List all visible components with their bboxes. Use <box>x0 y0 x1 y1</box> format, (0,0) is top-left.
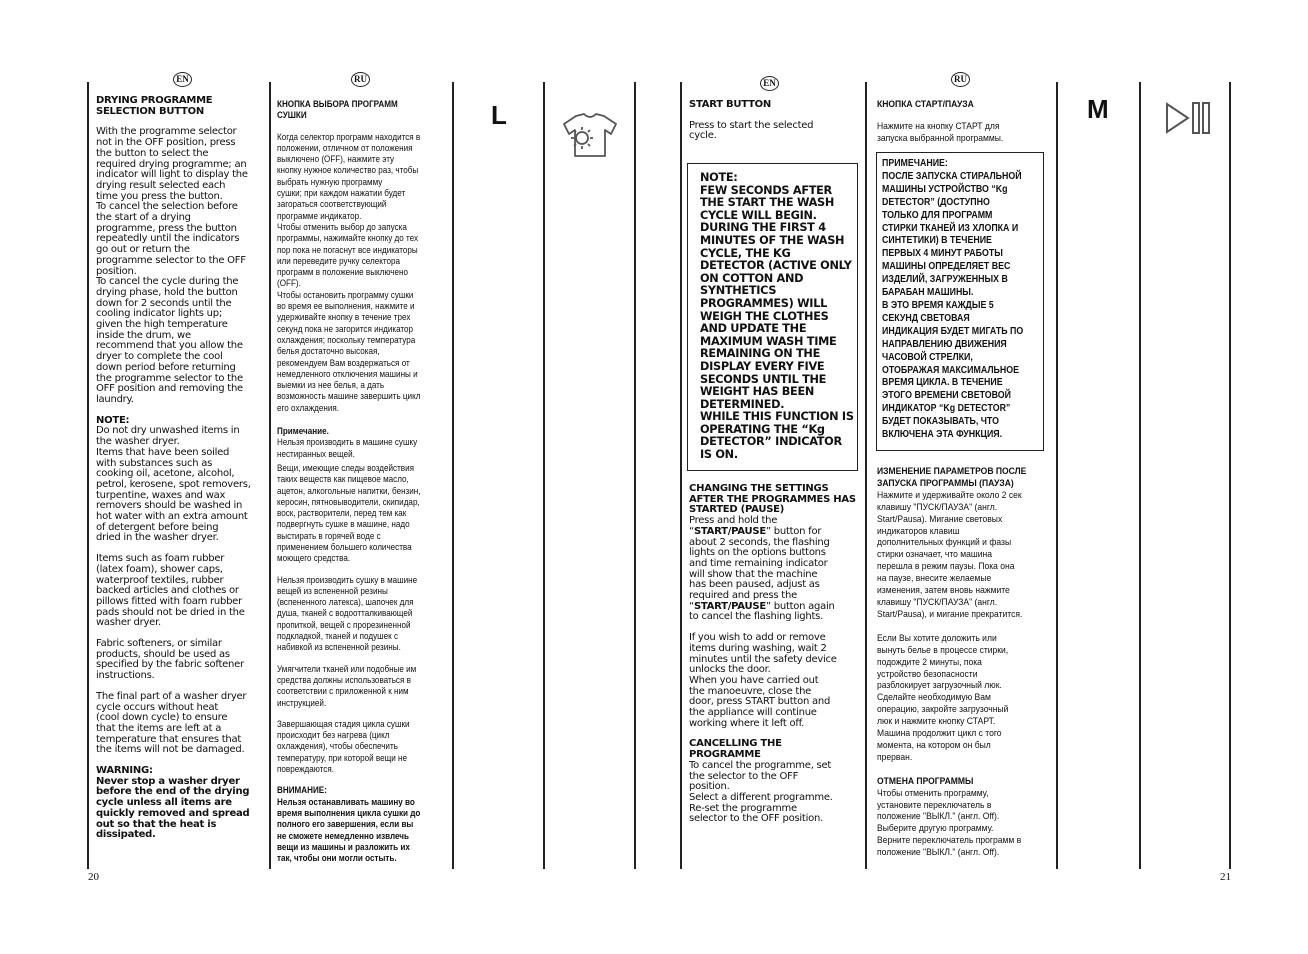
column-divider <box>1056 82 1058 869</box>
note-label: Примечание. <box>277 426 329 437</box>
section-title: КНОПКА ВЫБОРА ПРОГРАММ СУШКИ <box>277 99 398 121</box>
paragraph: Вещи, имеющие следы воздействия таких веществ как пищевое масло, ацетон, алкогольные напитки, бензин, керосин, пятновыводители, скипидар, воск, растворители, перед тем как подвергнуть сушке в машине, надо выстирать в горячей воде с применением большего количества моющего средства. <box>277 462 421 564</box>
section-title: DRYING PROGRAMME SELECTION BUTTON <box>96 95 213 117</box>
paragraph: Нельзя производить в машине сушку нестиранных вещей. <box>277 437 418 459</box>
section-letter: M <box>1087 94 1109 124</box>
paragraph: Items such as foam rubber (latex foam), shower caps, waterproof textiles, rubber backed articles and clothes or pillows fitted with foam rubber pads should not be dried in the washer dryer. <box>96 553 245 629</box>
paragraph: If you wish to add or remove items during washing, wait 2 minutes until the safety device unlocks the door. When you have carried out the manoeuvre, close the door, press START button and the appliance will continue working where it left off. <box>689 632 837 729</box>
paragraph: Чтобы отменить программу, установите переключатель в положение "ВЫКЛ." (англ. Off). Выберите другую программу. Верните переключатель программ в положение "ВЫКЛ." (англ. Off). <box>877 787 1022 859</box>
paragraph: Завершающая стадия цикла сушки происходит без нагрева (цикл охлаждения), чтобы обеспечить температуру, при которой вещи не повреждаются. <box>277 718 410 775</box>
language-badge-en: EN <box>173 72 192 87</box>
language-badge-ru: RU <box>351 72 370 87</box>
warning-text: Нельзя останавливать машину во время выполнения цикла сушки до полного его завершения, если вы не сможете немедленно извлечь вещи из машины и разложить их так, чтобы они могли остыть. <box>277 796 421 864</box>
column-divider <box>1229 82 1231 869</box>
column-divider <box>634 82 636 869</box>
note-box <box>876 152 1044 451</box>
warning-label: ВНИМАНИЕ: <box>277 785 327 796</box>
play-pause-icon <box>1164 100 1218 136</box>
warning-text: Never stop a washer dryer before the end of the drying cycle unless all items are quickly removed and spread out so that the heat is dissipated. <box>96 775 250 841</box>
section-title: ИЗМЕНЕНИЕ ПАРАМЕТРОВ ПОСЛЕ ЗАПУСКА ПРОГРАММЫ (ПАУЗА) <box>877 466 1027 489</box>
paragraph: ” button again to cancel the flashing lights. <box>689 600 835 623</box>
left-en-column <box>96 96 266 841</box>
left-ru-column <box>277 99 448 864</box>
right-ru-column-lower <box>877 466 1053 859</box>
note-box <box>687 163 858 471</box>
column-divider <box>452 82 454 869</box>
column-divider <box>269 82 271 869</box>
paragraph: ” button for about 2 seconds, the flashing lights on the options buttons and time remaining indicator will show that the machine has been paused, adjust as required and press the “ <box>689 525 830 612</box>
right-ru-column <box>877 99 1053 145</box>
paragraph: Fabric softeners, or similar products, should be used as specified by the fabric softener instructions. <box>96 638 244 682</box>
paragraph: Умягчители тканей или подобные им средства должны использоваться в соответствии с приложенной к ним инструкцией. <box>277 663 417 708</box>
paragraph: With the programme selector not in the OFF position, press the button to select the required drying programme; an indicator will light to display the drying result selected each time you press the button. To cancel the selection before the start of a drying programme, press the button repeatedly until the indicators go out or return the programme selector to the OFF position. To cancel the cycle during the drying phase, hold the button down for 2 seconds until the cooling indicator lights up; given the high temperature inside the drum, we recommend that you allow the dryer to complete the cool down period before returning the programme selector to the OFF position and removing the laundry. <box>96 126 248 405</box>
note-text: NOTE: FEW SECONDS AFTER THE START THE WASH CYCLE WILL BEGIN. DURING THE FIRST 4 MINUTES OF THE WASH CYCLE, THE KG DETECTOR (ACTIVE ONLY ON COTTON AND SYNTHETICS PROGRAMMES) WILL WEIGH THE CLOTHES AND UPDATE THE MAXIMUM WASH TIME REMAINING ON THE DISPLAY EVERY FIVE SECONDS UNTIL THE WEIGHT HAS BEEN DETERMINED. WHILE THIS FUNCTION IS OPERATING THE “Kg DETECTOR” INDICATOR IS ON. <box>700 171 854 462</box>
paragraph: Do not dry unwashed items in the washer dryer. Items that have been soiled with substances such as cooking oil, acetone, alcohol, petrol, kerosene, spot removers, turpentine, waxes and wax removers should be washed in hot water with an extra amount of detergent before being dried in the washer dryer. <box>96 425 251 544</box>
page-number: 20 <box>88 871 99 883</box>
column-divider <box>680 82 682 869</box>
section-title: CANCELLING THE PROGRAMME <box>689 738 782 761</box>
section-title: START BUTTON <box>689 99 772 110</box>
column-divider <box>87 82 89 869</box>
section-title: КНОПКА СТАРТ/ПАУЗА <box>877 99 974 110</box>
paragraph: Нажмите на кнопку СТАРТ для запуска выбранной программы. <box>877 120 1004 144</box>
section-title: CHANGING THE SETTINGS AFTER THE PROGRAMMES HAS STARTED (PAUSE) <box>689 483 856 516</box>
note-label: NOTE: <box>96 414 130 426</box>
warning-label: WARNING: <box>96 765 153 777</box>
note-text: ПРИМЕЧАНИЕ: ПОСЛЕ ЗАПУСКА СТИРАЛЬНОЙ МАШИНЫ УСТРОЙСТВО “Kg DETECTOR” (ДОСТУПНО ТОЛЬКО ДЛЯ ПРОГРАММ СТИРКИ ТКАНЕЙ ИЗ ХЛОПКА И СИНТЕТИКИ) В ТЕЧЕНИЕ ПЕРВЫХ 4 МИНУТ РАБОТЫ МАШИНЫ ОПРЕДЕЛЯЕТ ВЕС ИЗДЕЛИЙ, ЗАГРУЖЕННЫХ В БАРАБАН МАШИНЫ. В ЭТО ВРЕМЯ КАЖДЫЕ 5 СЕКУНД СВЕТОВАЯ ИНДИКАЦИЯ БУДЕТ МИГАТЬ ПО НАПРАВЛЕНИЮ ДВИЖЕНИЯ ЧАСОВОЙ СТРЕЛКИ, ОТОБРАЖАЯ МАКСИМАЛЬНОЕ ВРЕМЯ ЦИКЛА. В ТЕЧЕНИЕ ЭТОГО ВРЕМЕНИ СВЕТОВОЙ ИНДИКАТОР “Kg DETECTOR” БУДЕТ ПОКАЗЫВАТЬ, ЧТО ВКЛЮЧЕНА ЭТА ФУНКЦИЯ. <box>882 158 1024 441</box>
paragraph: Когда селектор программ находится в положении, отличном от положения выключено (OFF), нажмите эту кнопку нужное количество раз, чтобы выбрать нужную программу сушки; при каждом нажатии будет загораться соответствующий программе индикатор. Чтобы отменить выбор до запуска программы, нажимайте кнопку до тех пор пока не погаснут все индикаторы или переведите ручку селектора программ в положение выключено (OFF). Чтобы остановить программу сушки во время ее выполнения, нажмите и удерживайте кнопку в течение трех секунд пока не загорится индикатор охлаждения; поскольку температура белья достаточно высокая, рекомендуем Вам воздержаться от немедленного отключения машины и выемки из нее белья, а дать возможность машине завершить цикл его охлаждения. <box>277 131 421 413</box>
paragraph: To cancel the programme, set the selector to the OFF position. Select a different programme. Re-set the programme selector to the OFF position. <box>689 759 833 825</box>
button-name: START/PAUSE <box>693 600 766 612</box>
section-letter: L <box>491 100 507 130</box>
paragraph: The final part of a washer dryer cycle occurs without heat (cool down cycle) to ensure that the items are left at a temperature that ensures that the items will not be damaged. <box>96 690 247 756</box>
column-divider <box>865 82 867 869</box>
page-number: 21 <box>1220 871 1231 883</box>
column-divider <box>543 82 545 869</box>
language-badge-ru: RU <box>951 72 970 87</box>
paragraph: Press and hold the “ <box>689 515 778 537</box>
column-divider <box>1139 82 1141 869</box>
right-en-column-lower <box>689 484 864 825</box>
paragraph: Press to start the selected cycle. <box>689 119 814 142</box>
right-en-column <box>689 100 864 142</box>
language-badge-en: EN <box>760 76 779 91</box>
paragraph: Нельзя производить сушку в машине вещей из вспененной резины (вспененного латекса), шапочек для душа, тканей с водоотталкивающей пропиткой, вещей с прорезиненной подкладкой, тканей и подушек с набивкой из вспененной резины. <box>277 574 418 653</box>
section-title: ОТМЕНА ПРОГРАММЫ <box>877 775 974 787</box>
paragraph: Нажмите и удерживайте около 2 сек клавишу "ПУСК/ПАУЗА" (англ. Start/Pausa). Мигание световых индикаторов клавиш дополнительных функций и фазы стирки означает, что машина перешла в режим паузы. Пока она на паузе, внесите желаемые изменения, затем вновь нажмите клавишу "ПУСК/ПАУЗА" (англ. Start/Pausa), и мигание прекратится. <box>877 489 1023 620</box>
shirt-sun-dry-icon <box>562 112 618 160</box>
paragraph: Если Вы хотите доложить или вынуть белье в процессе стирки, подождите 2 минуты, пока устройство безопасности разблокирует загрузочный люк. Сделайте необходимую Вам операцию, закройте загрузочный люк и нажмите кнопку СТАРТ. Машина продолжит цикл с того момента, на котором он был прерван. <box>877 632 1009 763</box>
button-name: START/PAUSE <box>693 525 766 537</box>
